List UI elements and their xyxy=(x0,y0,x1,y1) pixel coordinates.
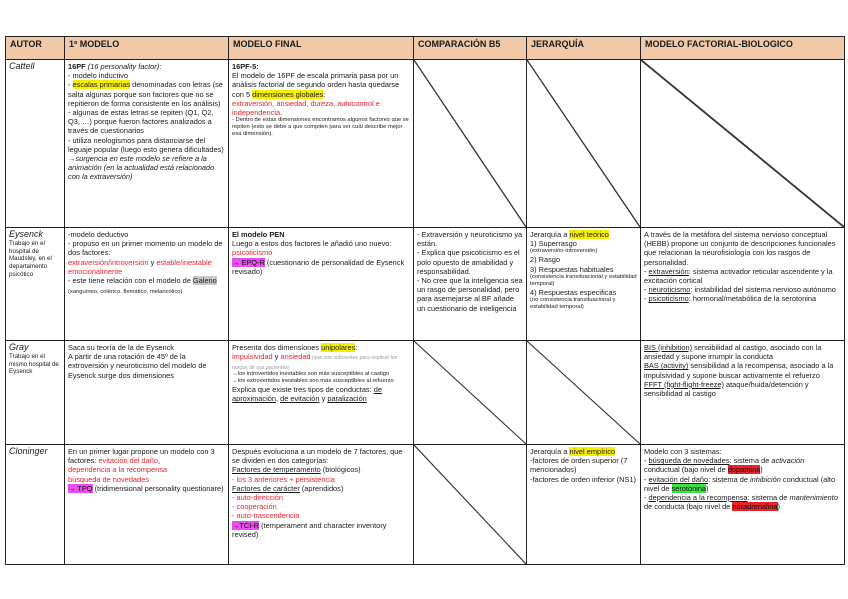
neurotransmitter-tag: serotonina xyxy=(671,483,707,493)
gray-b5-empty-cell xyxy=(414,341,527,445)
red-text: estable/inestable emocionalmente xyxy=(68,257,212,276)
row-cloninger xyxy=(6,445,845,565)
cloninger-bio-cell: Modelo con 3 sistemas: - búsqueda de novedades: sistema de activación conductual (bajo nivel de dopamina) - evitación del daño: sistema de inhibición conductual (alto nivel de serotonina) - dependencia a la recompensa: sistema de mantenimiento de conducta (bajo nivel de noradrenalina) xyxy=(641,445,845,565)
text-fragment: (biológicos) xyxy=(320,465,361,475)
eysenck-b5-cell xyxy=(414,228,527,341)
faint-note: (que son suficientes para explicar los rasgos de sus pacientes) xyxy=(232,355,398,371)
underlined-term: neuroticismo xyxy=(648,285,691,295)
header-primer-modelo: 1º MODELO xyxy=(65,37,229,60)
eysenck-jerarquia-cell xyxy=(527,228,641,341)
text-fragment: y xyxy=(272,352,281,362)
text-line: A partir de una rotación de 45º de la extroversión y neuroticismo del modelo de Eysenck surge dos dimensiones xyxy=(68,352,207,380)
small-text: →los extrovertidos inestables son más susceptibles al refuerzo xyxy=(232,378,394,385)
eysenck-author-cell xyxy=(6,228,65,341)
underlined-term: BIS (inhibition) xyxy=(644,343,693,352)
underlined-term: paralización xyxy=(327,394,367,404)
underlined-term: de aproximación xyxy=(232,385,382,404)
text-line: -modelo deductivo xyxy=(68,230,129,239)
text-fragment: (temperament and character inventory revised) xyxy=(232,520,387,539)
gray-final-model-cell: Presenta dos dimensiones unipolares: impulsividad y ansiedad (que son suficientes para explicar los rasgos de sus pacientes) →los introvertidos inestables son más susceptibles al castigo →los extrovertidos inestables son más susceptibles al refuerzo Explica que existe tres tipos de conductas: de aproximación, de evitación y paralización xyxy=(229,341,414,445)
underlined-term: búsqueda de novedades xyxy=(648,456,730,466)
small-text: →los introvertidos inestables son más susceptibles al castigo xyxy=(232,371,390,378)
cloninger-first-model-cell: En un primer lugar propone un modelo con 3 factores: evitación del daño, dependencia a la recompensa búsqueda de novedades → TPQ (tridimensional personality questionare) xyxy=(65,445,229,565)
model-title: 16PF xyxy=(68,62,86,71)
questionnaire-tag: →TCI-R xyxy=(232,520,260,530)
header-autor: AUTOR xyxy=(6,37,65,60)
text-fragment: Presenta dos dimensiones xyxy=(232,343,322,352)
small-text: - Dentro de estas dimensiones encontramos algunos factores que se repiten (esto se debe a que compiten para ver cuál describe mejor esa dimensión). xyxy=(232,117,409,138)
gray-author-cell xyxy=(6,341,65,445)
eysenck-final-model-cell xyxy=(229,228,414,341)
diagonal-line xyxy=(641,60,844,227)
cattell-author-cell xyxy=(6,60,65,228)
text-fragment: - xyxy=(68,80,73,90)
cloninger-author-cell xyxy=(6,445,65,565)
underlined-term: Factores de temperamento xyxy=(232,465,321,475)
red-text: ansiedad xyxy=(280,352,311,362)
text-fragment: (tridimensional personality questionare) xyxy=(92,483,224,493)
red-text: - los 3 anteriores + persistencia xyxy=(232,474,335,484)
text-line: A través de la metáfora del sistema nervioso conceptual (HEBB) propone un conjunto de descripciones funcionales que relacionan la neurofisiología con los rasgos de personalidad. xyxy=(644,230,836,267)
author-note: Trabajo en el mismo hospital de Eysenck xyxy=(9,353,59,376)
text-line: - propuso en un primer momento un modelo de dos factores: xyxy=(68,239,223,258)
text-line: - utiliza neologismos para distanciarse del leguaje popular (luego esto genera dificultades) xyxy=(68,135,224,154)
header-modelo-final: MODELO FINAL xyxy=(229,37,414,60)
text-line: 2) Rasgo xyxy=(530,255,560,265)
text-fragment: ) xyxy=(777,502,781,512)
red-text: - auto-trascendencia xyxy=(232,511,300,521)
row-gray xyxy=(6,341,845,445)
text-fragment: : sistema activador reticular ascendente y la excitación cortical xyxy=(644,266,833,286)
text-fragment: En un primer lugar propone un modelo con 3 factores: xyxy=(68,447,215,466)
small-text: (no consistencia transituacional y estabilidad temporal) xyxy=(530,297,616,311)
header-modelo-factorial-biologico: MODELO FACTORIAL-BIOLOGICO xyxy=(641,37,845,60)
questionnaire-tag: → TPQ xyxy=(68,483,93,493)
text-fragment: de conducta (bajo nivel de xyxy=(644,502,733,512)
red-text: extraversión, ansiedad, dureza, autocontrol e independencia. xyxy=(232,98,380,118)
red-text: psicoticismo xyxy=(232,248,273,258)
red-text: - cooperación xyxy=(232,502,277,512)
cattell-bio-empty-cell xyxy=(641,60,845,228)
diagonal-line xyxy=(527,60,640,227)
red-text: búsqueda de novedades xyxy=(68,474,149,484)
model-title: El modelo PEN xyxy=(232,230,285,239)
underlined-term: Factores de carácter xyxy=(232,483,300,493)
text-line: - Explica que psicoticismo es el polo opuesto de amabilidad y responsabilidad. xyxy=(417,248,520,276)
highlighted-term: nivel teórico xyxy=(569,230,609,239)
author-name: Eysenck xyxy=(9,229,44,239)
text-line: - No cree que la inteligencia sea un rasgo de personalidad, pero para asemejarse al BF añade un cuestionario de inteligencia xyxy=(417,276,523,313)
text-fragment: : sistema de xyxy=(708,474,751,484)
text-fragment: (aprendidos) xyxy=(299,483,344,493)
author-name: Gray xyxy=(9,342,29,352)
text-fragment: : hormonal/metabólica de la serotonina xyxy=(688,294,817,304)
text-fragment: Jerarquía a xyxy=(530,447,570,456)
text-fragment: Luego a estos dos factores le añadió uno nuevo: xyxy=(232,239,392,249)
highlighted-term: unipolares xyxy=(321,343,356,352)
text-fragment: conductual (alto nivel de xyxy=(644,474,836,493)
diagonal-line xyxy=(527,341,640,444)
text-line: - modelo inductivo xyxy=(68,71,128,81)
neurotransmitter-tag: noradrenalina xyxy=(732,502,778,512)
text-line: Después evoluciona a un modelo de 7 factores, que se dividen en dos categorías: xyxy=(232,447,403,466)
highlighted-term: escalas primarias xyxy=(72,80,131,90)
text-fragment: : sistema de xyxy=(729,456,772,466)
author-name: Cloninger xyxy=(9,446,48,456)
diagonal-line xyxy=(414,445,526,564)
eysenck-bio-cell: A través de la metáfora del sistema nervioso conceptual (HEBB) propone un conjunto de descripciones funcionales que relacionan la neurofisiología con los rasgos de personalidad. - extraversión: sistema activador reticular ascendente y la excitación cortical - neuroticismo: instabilidad del sistema nervioso autónomo - psicoticismo: hormonal/metabólica de la serotonina xyxy=(641,228,845,341)
text-line: 3) Respuestas habituales xyxy=(530,264,614,274)
text-fragment: y xyxy=(148,257,157,267)
red-text: extraversión/introversión xyxy=(68,257,149,267)
text-line: 4) Respuestas especificas xyxy=(530,287,617,297)
red-text: evitación del daño xyxy=(98,456,158,466)
text-fragment: Explica que existe tres tipos de conductas: xyxy=(232,385,374,395)
personality-models-table xyxy=(5,36,845,565)
text-fragment: denominadas con letras (se salta algunas porque son factores que no se repitieron de forma consistente en los análisis) xyxy=(68,80,223,108)
small-text: (sanguíneo, colérico, flemático, melancólico) xyxy=(68,289,183,296)
text-line: - Extraversión y neuroticismo ya están. xyxy=(417,230,523,249)
row-eysenck xyxy=(6,228,845,341)
gray-jerarquia-empty-cell xyxy=(527,341,641,445)
text-fragment: ) xyxy=(706,483,709,493)
red-text: - auto-dirección xyxy=(232,493,283,503)
italic-term: activación xyxy=(771,456,805,466)
underlined-term: FFFT (fight-flight-freeze) xyxy=(644,379,724,389)
text-line: 1) Superrasgo xyxy=(530,239,577,249)
diagonal-line xyxy=(414,60,526,227)
highlighted-term: nivel empírico xyxy=(569,447,616,456)
text-line: - algunas de estas letras se repiten (Q1, Q2, Q3, …) porque fueron factores analizados a través de cuestionarios xyxy=(68,108,214,136)
cloninger-jerarquia-cell xyxy=(527,445,641,565)
author-note: Trabajo en el hospital de Maudsley, en el departamento psicótico xyxy=(9,240,52,278)
underlined-term: extraversión xyxy=(648,266,689,276)
cattell-final-model-cell xyxy=(229,60,414,228)
header-comparacion-b5: COMPARACIÓN B5 xyxy=(414,37,527,60)
row-cattell xyxy=(6,60,845,228)
gray-bio-cell xyxy=(641,341,845,445)
header-jerarquia: JERARQUÍA xyxy=(527,37,641,60)
text-line: Modelo con 3 sistemas: xyxy=(644,447,722,456)
author-name: Cattell xyxy=(9,61,35,71)
text-fragment: ataque/huida/detención y sensibilidad al castigo xyxy=(644,379,809,399)
text-fragment: : sistema de xyxy=(747,493,790,503)
highlighted-term: Galeno xyxy=(192,276,217,286)
text-fragment: sensibilidad al castigo, asociado con la ansiedad y supone irrumpir la conducta xyxy=(644,343,822,362)
text-fragment: : xyxy=(323,89,326,99)
highlighted-term: dimensiones globales xyxy=(252,89,324,99)
small-text: (consistencia transituacional y estabilidad temporal) xyxy=(530,273,637,287)
model-subtitle: (16 personality factor) xyxy=(87,62,160,71)
eysenck-first-model-cell xyxy=(65,228,229,341)
neurotransmitter-tag: dopamina xyxy=(727,465,761,475)
diagonal-line xyxy=(414,341,526,444)
cattell-jerarquia-empty-cell xyxy=(527,60,641,228)
text-line: →surgencia en este modelo se refiere a la animación (en la actualidad está relacionado con la extraversión) xyxy=(68,154,215,182)
cattell-b5-empty-cell xyxy=(414,60,527,228)
underlined-term: de evitación xyxy=(280,394,320,404)
cloninger-final-model-cell xyxy=(229,445,414,565)
italic-term: inhibición xyxy=(750,474,781,484)
text-line: -factores de orden inferior (NS1) xyxy=(530,474,636,484)
model-title: 16PF-5: xyxy=(232,62,259,71)
text-line: -factores de orden superior (7 mencionados) xyxy=(530,456,628,475)
text-fragment: El modelo de 16PF de escala primaria pasa por un análisis factorial de segundo orden hasta quedarse con 5 xyxy=(232,71,400,99)
text-fragment: : instabilidad del sistema nervioso autónomo xyxy=(690,285,836,295)
text-line: Saca su teoría de la de Eysenck xyxy=(68,343,174,352)
text-fragment: ) xyxy=(760,465,763,475)
italic-term: mantenimiento xyxy=(789,493,838,503)
underlined-term: BAS (activity) xyxy=(644,361,689,371)
underlined-term: dependencia a la recompensa xyxy=(648,493,748,503)
text-fragment: (cuestionario de personalidad de Eysenck revisado) xyxy=(232,257,405,276)
cloninger-b5-empty-cell xyxy=(414,445,527,565)
gray-first-model-cell xyxy=(65,341,229,445)
text-fragment: - este tiene relación con el modelo de xyxy=(68,276,193,286)
text-fragment: sensibilidad a la recompensa, asociado a la impulsividad y supone buscar activamente el refuerzo xyxy=(644,361,834,380)
questionnaire-tag: → EPQ-R xyxy=(232,257,265,267)
red-text: impulsividad xyxy=(232,352,273,362)
red-text: dependencia a la recompensa xyxy=(68,465,168,475)
cattell-first-model-cell: 16PF (16 personality factor): - modelo inductivo - escalas primarias denominadas con letras (se salta algunas porque son factores que no se repitieron de forma consistente en los análisis) - algunas de estas letras se repiten (Q1, Q2, Q3, …) porque fueron factores analizados a través de cuestionarios - utiliza neologismos para distanciarse del leguaje popular (luego esto genera dificultades) →surgencia en este modelo se refiere a la animación (en la actualidad está relacionado con la extraversión) xyxy=(65,60,229,228)
text-fragment: Jerarquía a xyxy=(530,230,570,239)
underlined-term: psicoticismo xyxy=(648,294,689,304)
text-fragment: : xyxy=(355,343,358,352)
underlined-term: evitación del daño xyxy=(648,474,709,484)
header-row xyxy=(6,37,845,60)
small-text: (extraversión-introversión) xyxy=(530,248,598,255)
text-fragment: conductual (bajo nivel de xyxy=(644,465,728,475)
